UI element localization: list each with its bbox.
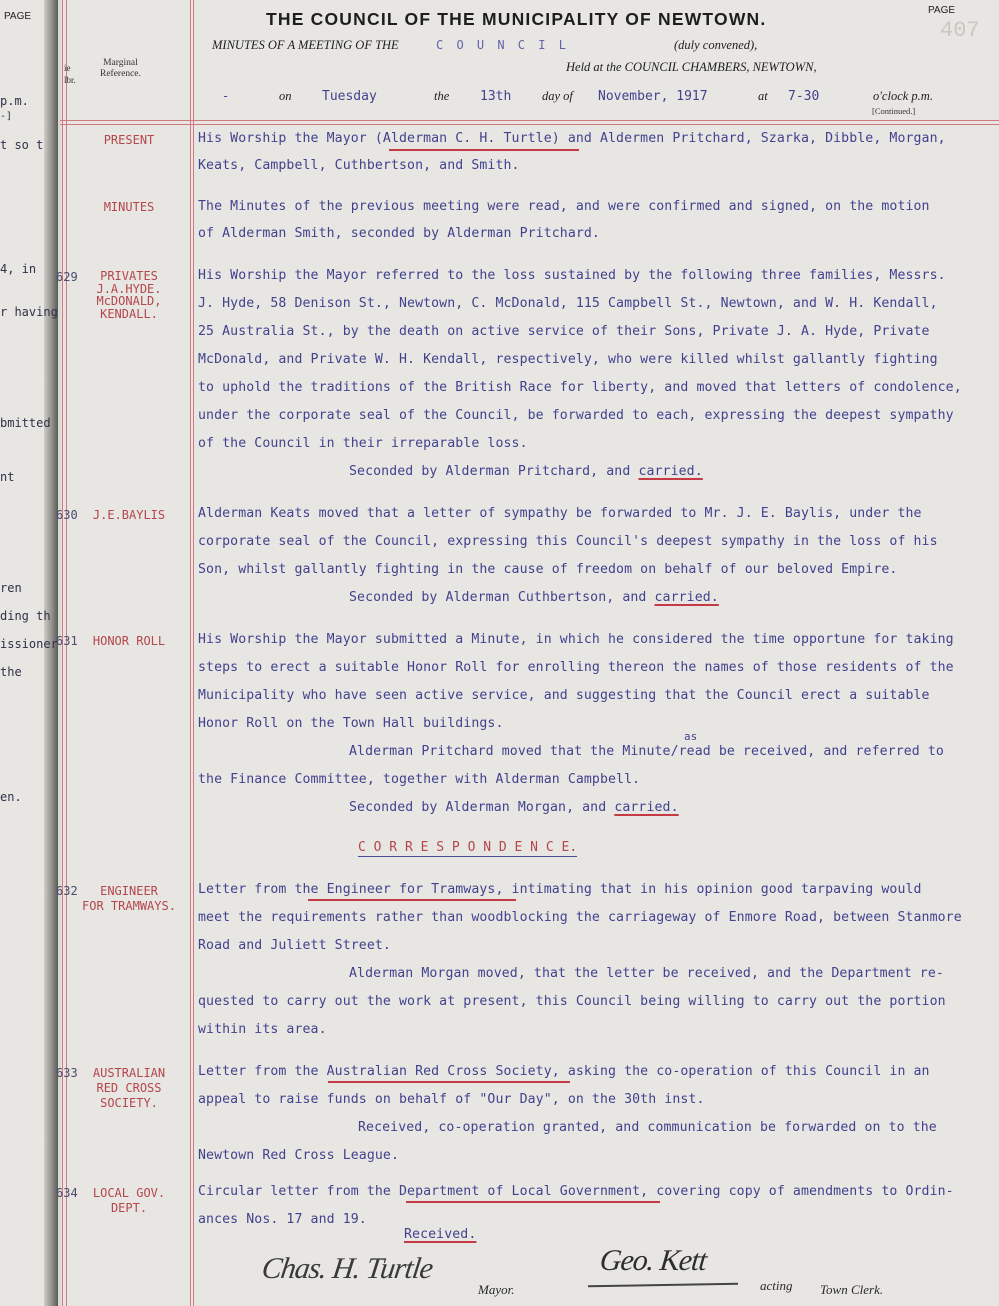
page-number: 407	[940, 18, 980, 43]
privates-line-6: under the corporate seal of the Council, be forwarded to each, expressing the deepest sympathy	[198, 408, 954, 423]
mayor-signature: Chas. H. Turtle	[259, 1252, 435, 1285]
localgov-received: Received.	[404, 1227, 477, 1242]
honor-insert-as: as	[684, 730, 698, 743]
ref-minutes: MINUTES	[103, 200, 155, 214]
baylis-line-1: Alderman Keats moved that a letter of sympathy be forwarded to Mr. J. E. Baylis, under the	[198, 506, 922, 521]
redcross-underline	[328, 1081, 570, 1083]
page-label-right: PAGE	[928, 5, 956, 16]
ref-local-gov: LOCAL GOV. DEPT.	[92, 1186, 166, 1215]
engineer-line-2: meet the requirements rather than woodblocking the carriageway of Enmore Road, between Stanmore	[198, 910, 962, 925]
localgov-line-1: Circular letter from the Department of Local Government, covering copy of amendments to Ordin-	[198, 1184, 954, 1199]
meeting-month-year: November, 1917	[598, 89, 708, 104]
date-the: the	[434, 89, 450, 103]
honor-line-2: steps to erect a suitable Honor Roll for enrolling thereon the names of those residents of the	[198, 660, 954, 675]
ref-privates: PRIVATES J.A.HYDE. McDONALD, KENDALL.	[96, 269, 162, 321]
margin-rule-left	[62, 0, 63, 1306]
left-fragment: p.m.	[0, 94, 29, 108]
ref-present: PRESENT	[103, 133, 155, 147]
baylis-seconded: Seconded by Alderman Cuthbertson, and carried.	[349, 590, 719, 605]
privates-seconded: Seconded by Alderman Pritchard, and carried.	[349, 464, 703, 479]
privates-line-5: to uphold the traditions of the British Race for liberty, and moved that letters of condolence,	[198, 380, 962, 395]
carried-mark: carried.	[654, 590, 719, 605]
privates-line-7: of the Council in their irreparable loss.	[198, 436, 528, 451]
header-rule-bottom	[60, 124, 999, 125]
minute-number: 634	[56, 1186, 78, 1200]
marginal-reference-label: Marginal Reference.	[100, 58, 141, 79]
engineer-moved-3: within its area.	[198, 1022, 327, 1037]
honor-line-4: Honor Roll on the Town Hall buildings.	[198, 716, 504, 731]
duly-convened: (duly convened),	[674, 38, 758, 52]
ref-baylis: J.E.BAYLIS	[92, 508, 166, 522]
engineer-line-1: Letter from the Engineer for Tramways, intimating that in his opinion good tarpaving would	[198, 882, 922, 897]
honor-moved: Alderman Pritchard moved that the Minute/read be received, and referred to	[349, 744, 944, 759]
baylis-line-3: Son, whilst gallantly fighting in the cause of freedom on behalf of our beloved Empire.	[198, 562, 898, 577]
present-underline	[389, 149, 579, 151]
minutes-line-1: The Minutes of the previous meeting were read, and were confirmed and signed, on the motion	[198, 199, 930, 214]
ref-red-cross: AUSTRALIAN RED CROSS SOCIETY.	[92, 1066, 166, 1110]
date-day-of: day of	[542, 89, 573, 103]
minute-number: 633	[56, 1066, 78, 1080]
carried-mark: carried.	[614, 800, 679, 815]
redcross-received-2: Newtown Red Cross League.	[198, 1148, 399, 1163]
engineer-moved-1: Alderman Morgan moved, that the letter be received, and the Department re-	[349, 966, 944, 981]
localgov-line-2: ances Nos. 17 and 19.	[198, 1212, 367, 1227]
left-fragment: nt	[0, 470, 15, 484]
left-page-col-label: lbr.	[64, 75, 76, 85]
acting-note: acting	[760, 1278, 793, 1293]
header-rule-top	[60, 120, 999, 121]
left-fragment: r having	[0, 305, 58, 319]
ref-honor-roll: HONOR ROLL	[92, 634, 166, 648]
margin-rule-b	[190, 0, 191, 1306]
clerk-signature-flourish	[588, 1283, 738, 1287]
margin-rule-c	[193, 0, 194, 1306]
correspondence-heading: C O R R E S P O N D E N C E.	[358, 840, 578, 855]
present-line-2: Keats, Campbell, Cuthbertson, and Smith.	[198, 158, 520, 173]
left-fragment: ding th	[0, 609, 51, 623]
honor-line-1: His Worship the Mayor submitted a Minute, in which he considered the time opportune for taking	[198, 632, 954, 647]
minute-number: 629	[56, 270, 78, 284]
minute-number: 630	[56, 508, 78, 522]
margin-rule-a	[66, 0, 67, 1306]
left-fragment: the	[0, 665, 22, 679]
privates-line-1: His Worship the Mayor referred to the loss sustained by the following three families, Messrs.	[198, 268, 946, 283]
honor-seconded: Seconded by Alderman Morgan, and carried.	[349, 800, 679, 815]
redcross-line-1: Letter from the Australian Red Cross Society, asking the co-operation of this Council in an	[198, 1064, 930, 1079]
left-fragment: en.	[0, 790, 22, 804]
left-page-col-label: ie	[64, 63, 71, 73]
carried-mark: carried.	[638, 464, 703, 479]
minutes-line-2: of Alderman Smith, seconded by Alderman Pritchard.	[198, 226, 600, 241]
binding-shadow	[58, 0, 61, 1306]
engineer-underline	[308, 899, 516, 901]
left-fragment: ren	[0, 581, 22, 595]
clerk-title: Town Clerk.	[820, 1282, 884, 1297]
left-fragment: issioner	[0, 637, 58, 651]
engineer-line-3: Road and Juliett Street.	[198, 938, 391, 953]
minute-number: 631	[56, 634, 78, 648]
minute-number: 632	[56, 884, 78, 898]
engineer-moved-2: quested to carry out the work at present, this Council being willing to carry out the portion	[198, 994, 946, 1009]
localgov-underline	[406, 1201, 660, 1203]
oclock: o'clock p.m.	[873, 89, 933, 103]
left-page-edge	[44, 0, 58, 1306]
date-on: on	[279, 89, 292, 103]
date-dash: -	[222, 89, 230, 103]
held-at: Held at the COUNCIL CHAMBERS, NEWTOWN,	[566, 60, 817, 74]
date-at: at	[758, 89, 768, 103]
page-title: THE COUNCIL OF THE MUNICIPALITY OF NEWTOWN.	[266, 9, 767, 29]
honor-line-3: Municipality who have seen active service, and suggesting that the Council erect a suitable	[198, 688, 930, 703]
privates-line-4: McDonald, and Private W. H. Kendall, respectively, who were killed whilst gallantly fighting	[198, 352, 938, 367]
continued-label: [Continued.]	[872, 106, 916, 116]
ref-engineer: ENGINEER FOR TRAMWAYS.	[82, 884, 176, 913]
left-fragment: t so t	[0, 138, 44, 152]
redcross-line-2: appeal to raise funds on behalf of "Our Day", on the 30th inst.	[198, 1092, 705, 1107]
redcross-received-1: Received, co-operation granted, and communication be forwarded on to the	[358, 1120, 937, 1135]
meeting-body: C O U N C I L	[436, 38, 569, 52]
meeting-time: 7-30	[788, 89, 820, 104]
meeting-day: 13th	[480, 89, 512, 104]
privates-line-3: 25 Australia St., by the death on active service of their Sons, Private J. A. Hyde, Private	[198, 324, 930, 339]
mayor-title: Mayor.	[478, 1282, 515, 1297]
left-fragment: -]	[0, 111, 13, 122]
baylis-line-2: corporate seal of the Council, expressing this Council's deepest sympathy in the loss of his	[198, 534, 938, 549]
privates-line-2: J. Hyde, 58 Denison St., Newtown, C. McDonald, 115 Campbell St., Newtown, and W. H. Kendall,	[198, 296, 938, 311]
honor-moved-2: the Finance Committee, together with Alderman Campbell.	[198, 772, 641, 787]
minutes-prefix: MINUTES OF A MEETING OF THE	[212, 38, 399, 52]
clerk-signature: Geo. Kett	[598, 1244, 708, 1277]
left-fragment: bmitted	[0, 416, 51, 430]
left-fragment: 4, in	[0, 262, 37, 276]
meeting-weekday: Tuesday	[322, 89, 377, 104]
left-page-label: PAGE	[4, 11, 32, 22]
present-line-1: His Worship the Mayor (Alderman C. H. Turtle) and Aldermen Pritchard, Szarka, Dibble, Morgan,	[198, 131, 946, 146]
